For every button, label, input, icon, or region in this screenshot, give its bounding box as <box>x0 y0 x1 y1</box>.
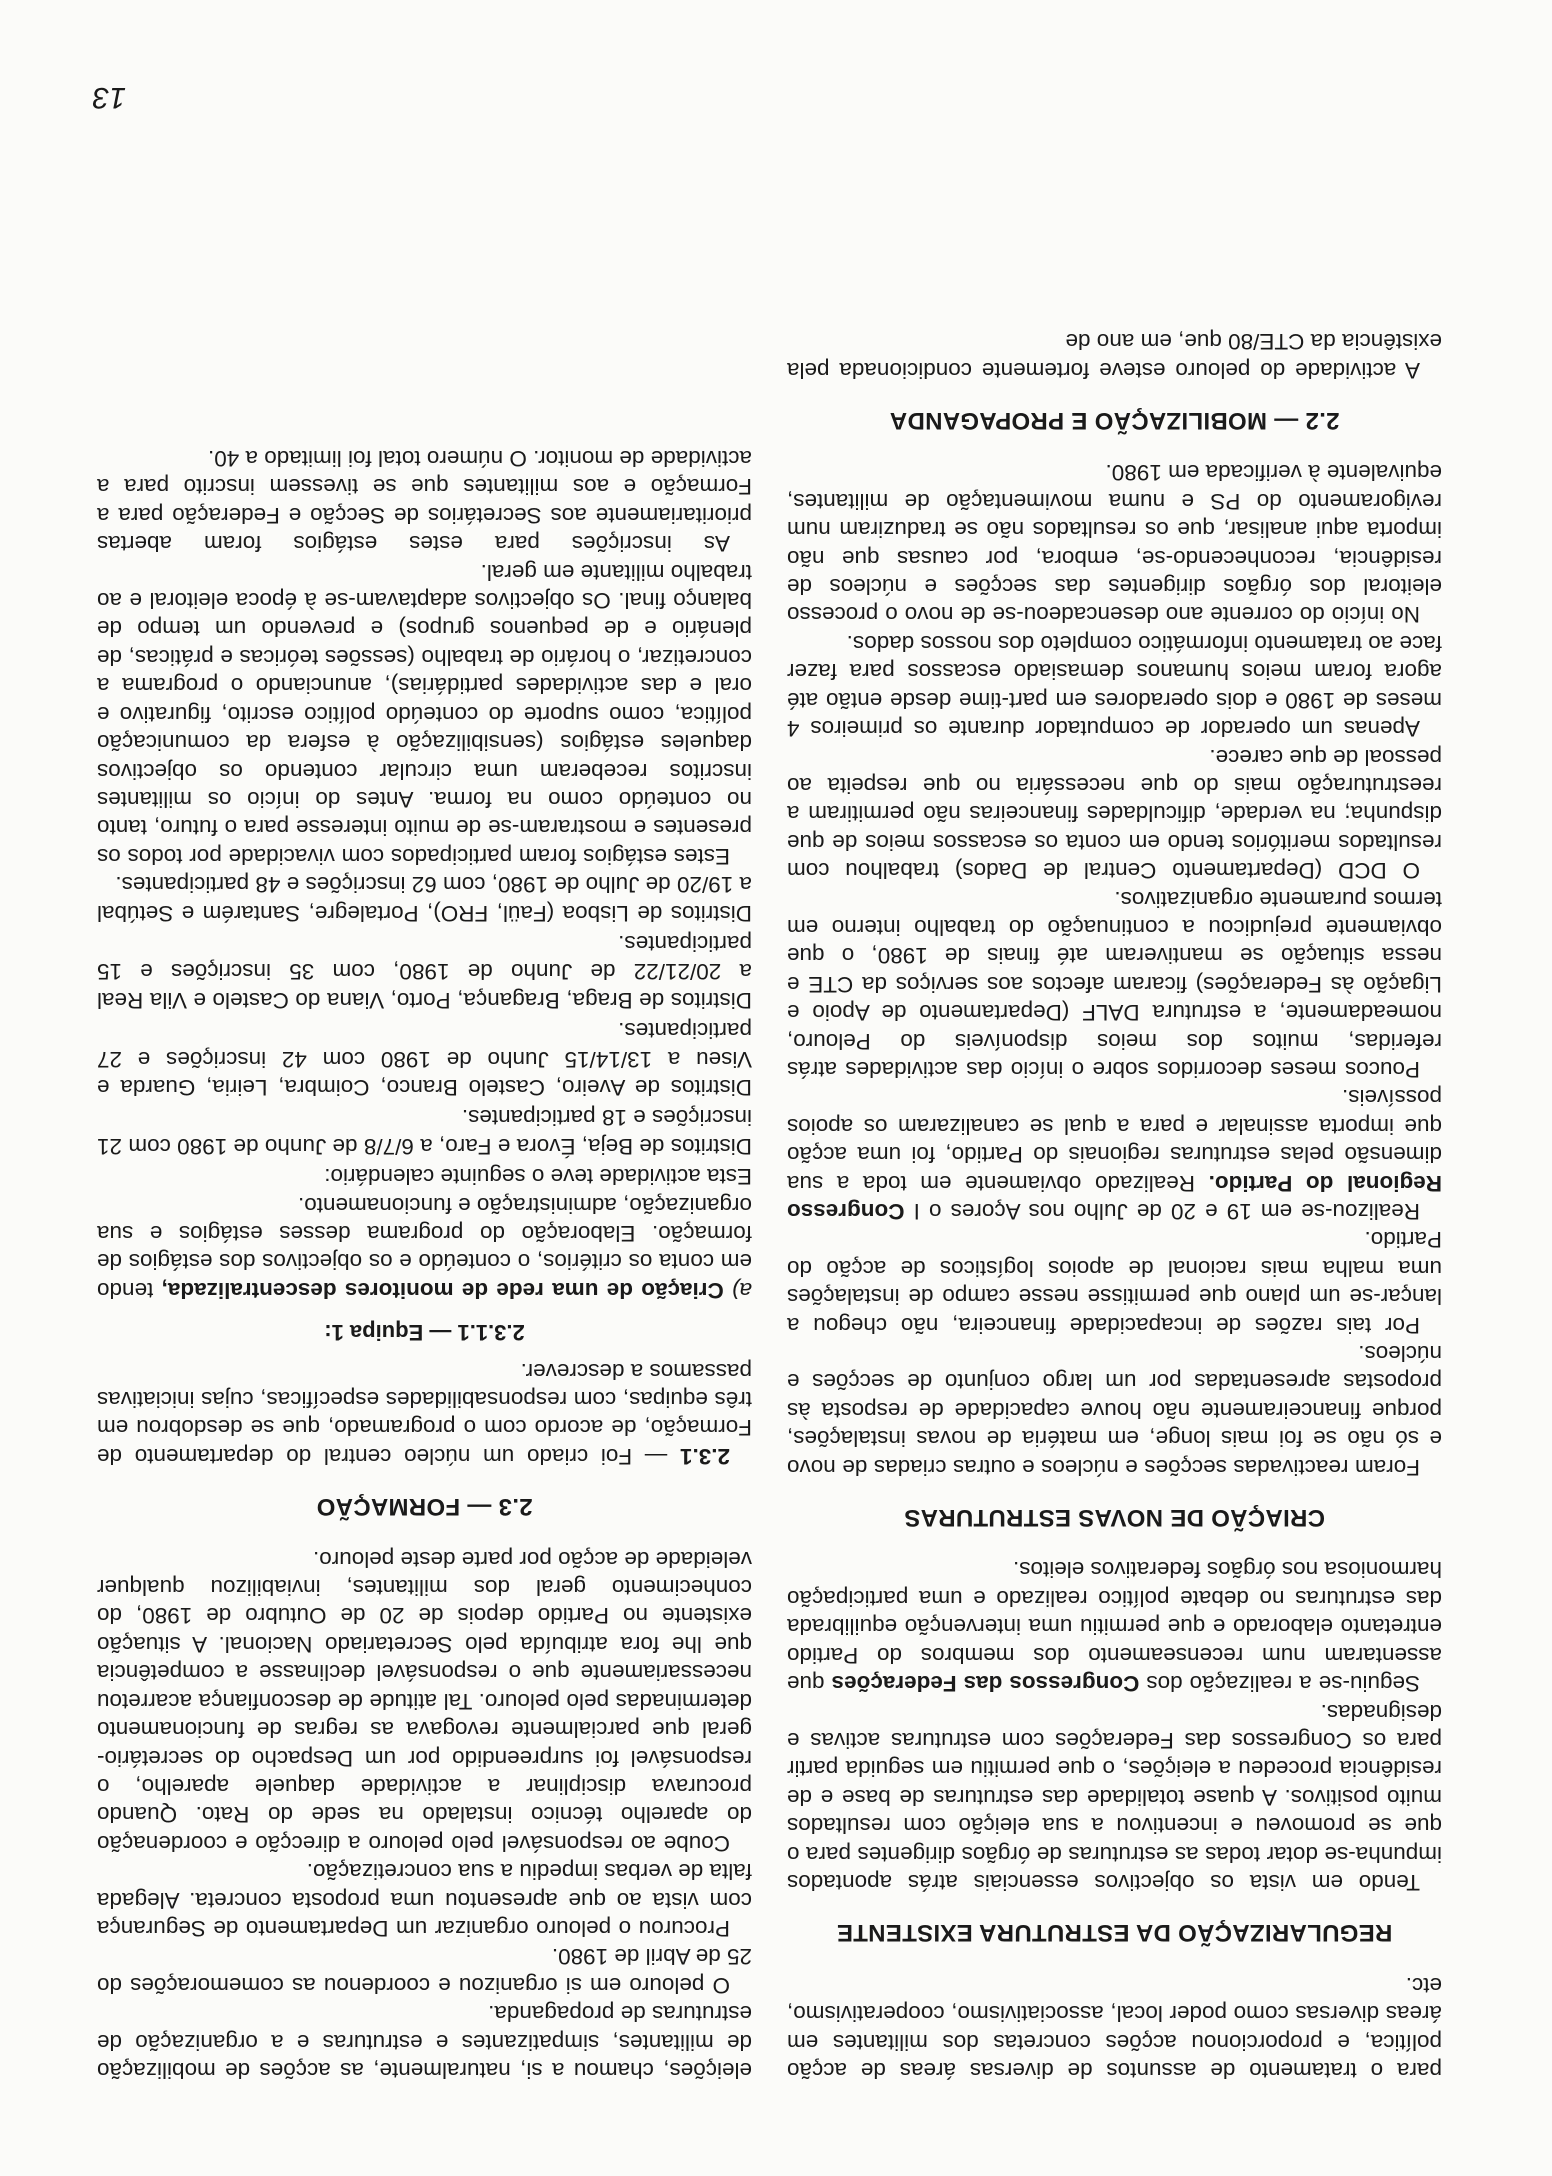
calendar-entry: Distritos de Beja, Évora e Faro, a 6/7/8 de Junho de 1980 com 21 inscrições e 18 participantes. <box>97 1105 752 1159</box>
page-number: 13 <box>92 81 126 114</box>
paragraph: O pelouro em si organizou e coordenou as comemorações do 25 de Abril de 1980. <box>97 1944 752 1998</box>
paragraph: Apenas um operador de computador durante os primeiros 4 meses de 1980 e dois operadores em part-time desde então até agora foram meios humanos demasiado escassos para fazer face ao tratamento informático completo dos nossos dados. <box>787 630 1442 742</box>
calendar-entry: Distritos de Braga, Bragança, Porto, Viana do Castelo e Vila Real a 20/21/22 de Junho de 1980, com 35 inscrições e 15 participantes. <box>97 930 752 1013</box>
calendar-entry: Distritos de Aveiro, Castelo Branco, Coimbra, Leiria, Guarda e Viseu a 13/14/15 Junho de 1980 com 42 inscrições e 27 participantes. <box>97 1018 752 1100</box>
bold-term: Criação de uma rede de monitores descentralizada, <box>161 1277 724 1303</box>
section-heading: 2.3 — FORMAÇÃO <box>316 1493 533 1521</box>
paragraph: Estes estágios foram participados com vivacidade por todos os presentes e mostraram-se de muito interesse para o futuro, tanto no conteúdo como na forma. Antes do início os militantes inscritos receberam uma circular contendo os objectivos daqueles estágios (sensibilização à esfera da comunicação política, como suporte do conteúdo político escrito, figurativo e oral e das actividades partidárias), anunciando o programa a concretizar, o horário de trabalho (sessões teóricas e práticas, de plenário e de pequenos grupos) e prevendo um tempo de balanço final. Os objectivos adaptavam-se à época eleitoral e ao trabalho militante em geral. <box>97 559 752 869</box>
left-column <box>787 327 1442 2084</box>
paragraph: O DCD (Departamento Central de Dados) trabalhou com resultados meritórios tendo em conta os escassos meios de que dispunha; na verdade, dificuldades financeiras não permitiram a reestruturação mais do que necessária no que respeita ao pessoal de que carece. <box>787 744 1442 884</box>
right-column <box>97 444 752 2084</box>
paragraph: para o tratamento de assuntos de diversas áreas de acção política, e proporcionou acções concretas dos militantes em áreas diversas como poder local, associativismo, cooperativismo, etc. <box>787 1972 1442 2083</box>
paragraph: Por tais razões de incapacidade financeira, não chegou a lançar-se um plano que permitisse nesse campo de instalações uma malha mais racional de apoios logísticos de acção do Partido. <box>787 1227 1442 1338</box>
section-heading: CRIAÇÃO DE NOVAS ESTRUTURAS <box>904 1504 1326 1532</box>
paragraph: 2.3.1 — Foi criado um núcleo central do departamento de Formação, de acordo com o programado, que se desdobrou em três equipas, com responsabilidades específicas, cujas iniciativas passamos a descrever. <box>97 1358 752 1469</box>
bold-term: 2.3.1 <box>679 1443 730 1469</box>
calendar-entry: Distritos de Lisboa (Faül, FRO), Portalegre, Santarém e Setúbal a 19/20 de Julho de 1980, com 62 inscrições e 48 participantes. <box>97 872 752 926</box>
section-heading: REGULARIZAÇÃO DA ESTRUTURA EXISTENTE <box>836 1919 1393 1947</box>
bold-term: Congresso Regional do Partido. <box>787 1170 1442 1225</box>
paragraph: Coube ao responsável pelo pelouro a direcção e coordenação do aparelho técnico instalado na sede do Rato. Quando procurava disciplinar a actividade daquele aparelho, o responsável foi surpreendido por um Despacho do secretário-geral que parcialmente revogava as regras de funcionamento determinadas pelo pelouro. Tal atitude de desconfiança acarretou necessariamente que o responsável declinasse a competência que lhe fora atribuída pelo Secretariado Nacional. A situação existente no Partido depois de 20 de Outubro de 1980, do conhecimento geral dos militantes, inviabilizou qualquer veleidade de acção por parte deste pelouro. <box>97 1546 752 1856</box>
paragraph: No início do corrente ano desencadeou-se de novo o processo eleitoral dos órgãos dirigentes das secções e núcleos de residência, reconhecendo-se, embora, por causas que não importa aqui analisar, que os resultados não se traduziram num revigoramento do PS e numa movimentação de militantes, equivalente à verificada em 1980. <box>787 460 1442 628</box>
bold-term: Congressos das Federações <box>831 1671 1140 1697</box>
paragraph: Poucos meses decorridos sobre o início das actividades atrás referidas, muitos dos meios disponíveis do Pelouro, nomeadamente, a estrutura DALF (Departamento de Apoio e Ligação às Federações) ficaram afectos aos serviços da CTE e nessa situação se mantiveram até finais de 1980, o que obviamente prejudicou a continuação do trabalho interno em termos puramente organizativos. <box>787 886 1442 1082</box>
paragraph: Tendo em vista os objectivos essenciais atrás apontados impunha-se dotar todas as estruturas de órgãos dirigentes para o que se promoveu e incentivou a sua eleição com resultados muito positivos. A quase totalidade das estruturas de base e de residência procedeu a eleições, o que permitiu em seguida partir para os Congressos das Federações com estruturas activas e designadas. <box>787 1699 1442 1895</box>
section-heading: 2.2 — MOBILIZAÇÃO E PROPAGANDA <box>889 407 1340 435</box>
list-item: a) Criação de uma rede de monitores descentralizada, tendo em conta os critérios, o conteúdo e os objectivos dos estágios de formação. Elaboração do programa desses estágios e sua organização, administração e funcionamento. <box>97 1192 752 1303</box>
paragraph: Procurou o pelouro organizar um Departamento de Segurança com vista ao que apresentou uma proposta concreta. Alegada falta de verbas impediu a sua concretização. <box>97 1859 752 1941</box>
paragraph: Esta actividade teve o seguinte calendário: <box>324 1164 752 1190</box>
paragraph: As inscrições para estes estágios foram abertas prioritariamente aos Secretários de Secção e Federação para a Formação e aos militantes que se tivessem inscrito para a actividade de monitor. O número total foi limitado a 40. <box>97 446 752 557</box>
subsection-heading: 2.3.1.1 — Equipa 1: <box>324 1320 525 1346</box>
paragraph: Seguiu-se a realização dos Congressos das Federações que assentaram num recenseamento dos membros do Partido entretanto elaborado e que permitiu uma intervenção equilibrada das estruturas no debate político realizado e uma participação harmoniosa nos órgãos federativos eleitos. <box>787 1557 1442 1697</box>
paragraph: A actividade do pelouro esteve fortemente condicionada pela existência da CTE/80 que, em ano de <box>787 329 1442 383</box>
paragraph: Realizou-se em 19 e 20 de Julho nos Açores o I Congresso Regional do Partido. Realizado obviamente em toda a sua dimensão pelas estruturas regionais do Partido, foi uma acção que importa assinalar e para a qual se canalizaram os apoios possíveis. <box>787 1085 1442 1225</box>
paragraph: eleições, chamou a si, naturalmente, as acções de mobilização de militantes, simpatizantes e estruturas e a organização de estruturas de propaganda. <box>97 2001 752 2083</box>
paragraph: Foram reactivadas secções e núcleos e outras criadas de novo e só não se foi mais longe, em matéria de novas instalações, porque financeiramente não houve capacidade de resposta às propostas apresentadas por um largo conjunto de secções e núcleos. <box>787 1341 1442 1480</box>
